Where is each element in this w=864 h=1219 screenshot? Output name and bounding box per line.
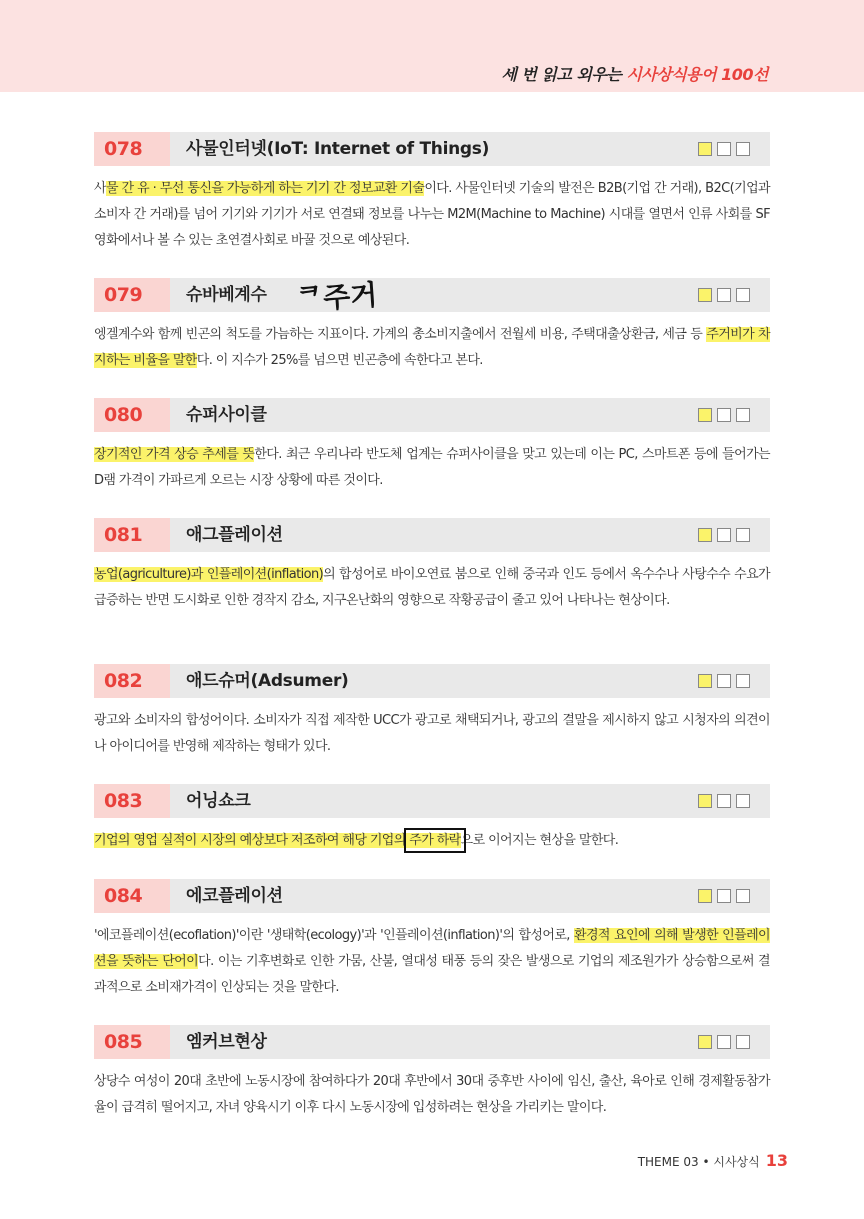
entry-header	[94, 784, 770, 818]
entry-084	[94, 879, 770, 1001]
entry-header	[94, 278, 770, 312]
page-footer	[638, 1151, 788, 1170]
series-title-accent: 시사상식용어 100선	[626, 65, 768, 84]
entry-term: 엠커브현상	[186, 1032, 267, 1052]
review-checkbox[interactable]	[698, 674, 712, 688]
series-title	[501, 62, 768, 85]
review-checkbox[interactable]	[717, 528, 731, 542]
review-checkboxes	[698, 288, 750, 302]
highlighted-text: 환경적 요인에 의해 발생한 인플레이션을 뜻하는 단어이	[94, 928, 770, 969]
review-checkbox[interactable]	[717, 674, 731, 688]
review-checkbox[interactable]	[698, 408, 712, 422]
review-checkbox[interactable]	[717, 889, 731, 903]
entry-number: 083	[94, 784, 170, 818]
entry-description	[94, 176, 770, 254]
review-checkbox[interactable]	[736, 889, 750, 903]
entry-term: 애그플레이션	[186, 525, 283, 545]
entry-term: 슈바베계수	[186, 285, 267, 305]
review-checkboxes	[698, 794, 750, 808]
desc-text: '에코플레이션(ecoflation)'이란 '생태학(ecology)'과 '인플레이션(inflation)'의 합성어로,	[94, 928, 574, 943]
entry-078	[94, 132, 770, 254]
review-checkbox[interactable]	[736, 142, 750, 156]
entry-number: 079	[94, 278, 170, 312]
entry-term: 슈퍼사이클	[186, 405, 267, 425]
review-checkbox[interactable]	[698, 142, 712, 156]
entry-header	[94, 879, 770, 913]
entry-header	[94, 132, 770, 166]
highlighted-text: 농업(agriculture)과 인플레이션(inflation)	[94, 567, 324, 582]
entry-081	[94, 518, 770, 614]
entry-description	[94, 708, 770, 760]
desc-text: 한다. 최근 우리나라 반도체 업계는 슈퍼사이클을 맞고 있는데 이는 PC, 스마트폰 등에 들어가는 D램 가격이 가파르게 오르는 시장 상황에 따른 것이다.	[94, 447, 770, 488]
entry-term: 애드슈머(Adsumer)	[186, 671, 349, 691]
review-checkboxes	[698, 142, 750, 156]
review-checkboxes	[698, 674, 750, 688]
entry-number: 085	[94, 1025, 170, 1059]
review-checkbox[interactable]	[698, 794, 712, 808]
review-checkbox[interactable]	[736, 794, 750, 808]
desc-text: 상당수 여성이 20대 초반에 노동시장에 참여하다가 20대 후반에서 30대 중후반 사이에 임신, 출산, 육아로 인해 경제활동참가율이 급격히 떨어지고, 자녀 양육시기 이후 다시 노동시장에 입성하려는 현상을 가리키는 말이다.	[94, 1074, 770, 1115]
entry-term: 에코플레이션	[186, 886, 283, 906]
entry-term: 사물인터넷(IoT: Internet of Things)	[186, 139, 490, 159]
page-number: 13	[765, 1151, 788, 1170]
entry-description	[94, 923, 770, 1001]
highlighted-text: 주거비가 차지하는 비율을 말한	[94, 327, 770, 368]
review-checkbox[interactable]	[736, 1035, 750, 1049]
entry-header	[94, 664, 770, 698]
desc-text: 엥겔계수와 함께 빈곤의 척도를 가늠하는 지표이다. 가계의 총소비지출에서 전월세 비용, 주택대출상환금, 세금 등	[94, 327, 707, 342]
entry-number: 081	[94, 518, 170, 552]
desc-text: 다. 이 지수가 25%를 넘으면 빈곤층에 속한다고 본다.	[196, 353, 483, 368]
review-checkbox[interactable]	[717, 1035, 731, 1049]
review-checkbox[interactable]	[698, 288, 712, 302]
desc-text: 사	[94, 181, 106, 196]
footer-section: THEME 03 • 시사상식	[637, 1155, 760, 1169]
review-checkbox[interactable]	[698, 1035, 712, 1049]
entry-description	[94, 1069, 770, 1121]
review-checkbox[interactable]	[717, 142, 731, 156]
review-checkbox[interactable]	[717, 408, 731, 422]
handwritten-note: ᄏ주거	[295, 278, 379, 317]
highlighted-text: 물 간 유 · 무선 통신을 가능하게 하는 기기 간 정보교환 기술	[105, 181, 425, 196]
entry-header	[94, 1025, 770, 1059]
review-checkbox[interactable]	[736, 408, 750, 422]
entry-number: 080	[94, 398, 170, 432]
entry-080	[94, 398, 770, 494]
entry-number: 078	[94, 132, 170, 166]
entry-description	[94, 322, 770, 374]
review-checkbox[interactable]	[717, 288, 731, 302]
highlighted-text: 기업의 영업 실적이 시장의 예상보다 저조하여 해당 기업의	[94, 833, 410, 848]
review-checkbox[interactable]	[698, 528, 712, 542]
entry-083	[94, 784, 770, 854]
series-title-main: 세 번 읽고 외우는	[501, 65, 627, 84]
desc-text: 이다. 사물인터넷 기술의 발전은 B2B(기업 간 거래), B2C(기업과 소비자 간 거래)를 넘어 기기와 기기가 서로 연결돼 정보를 나누는 M2M(Machine to Machine) 시대를 열면서 인류 사회를 SF 영화에서나 볼 수 있는 초연결사회로 바꿀 것으로 예상된다.	[94, 181, 770, 248]
review-checkboxes	[698, 408, 750, 422]
entry-header	[94, 398, 770, 432]
review-checkbox[interactable]	[698, 889, 712, 903]
desc-text: 으로 이어지는 현상을 말한다.	[460, 833, 619, 848]
review-checkbox[interactable]	[736, 288, 750, 302]
entry-085	[94, 1025, 770, 1121]
review-checkboxes	[698, 889, 750, 903]
entry-term: 어닝쇼크	[186, 791, 251, 811]
desc-text: 다. 이는 기후변화로 인한 가뭄, 산불, 열대성 태풍 등의 잦은 발생으로 기업의 제조원가가 상승함으로써 결과적으로 소비재가격이 인상되는 것을 말한다.	[94, 954, 770, 995]
entry-description	[94, 562, 770, 614]
boxed-text: 주가 하락	[409, 833, 461, 848]
entry-description	[94, 442, 770, 494]
entry-description	[94, 828, 770, 854]
review-checkbox[interactable]	[736, 528, 750, 542]
review-checkbox[interactable]	[736, 674, 750, 688]
review-checkboxes	[698, 528, 750, 542]
review-checkboxes	[698, 1035, 750, 1049]
desc-text: 광고와 소비자의 합성어이다. 소비자가 직접 제작한 UCC가 광고로 채택되거나, 광고의 결말을 제시하지 않고 시청자의 의견이나 아이디어를 반영해 제작하는 형태가 있다.	[94, 713, 770, 754]
entry-079	[94, 278, 770, 374]
entry-082	[94, 664, 770, 760]
highlighted-text: 장기적인 가격 상승 추세를 뜻	[94, 447, 255, 462]
entry-number: 084	[94, 879, 170, 913]
desc-text: 의 합성어로 바이오연료 붐으로 인해 중국과 인도 등에서 옥수수나 사탕수수 수요가 급증하는 반면 도시화로 인한 경작지 감소, 지구온난화의 영향으로 작황공급이 줄고 있어 나타나는 현상이다.	[94, 567, 770, 608]
entry-header	[94, 518, 770, 552]
entry-number: 082	[94, 664, 170, 698]
review-checkbox[interactable]	[717, 794, 731, 808]
